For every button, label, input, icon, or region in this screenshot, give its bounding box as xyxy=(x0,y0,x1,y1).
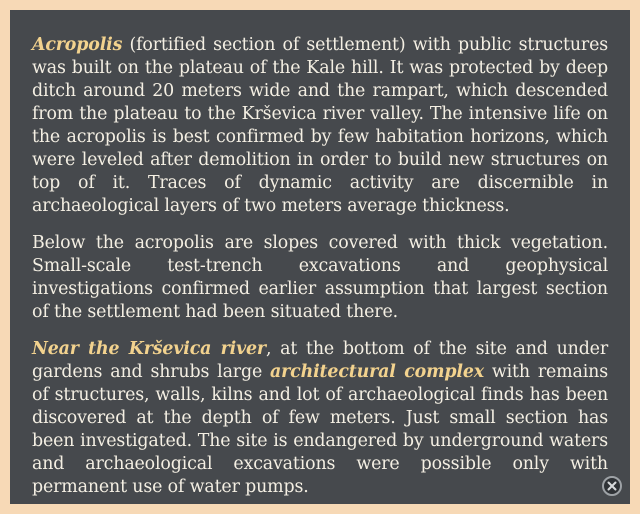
paragraph-text: , at the bottom of the site and under gardens and shrubs large xyxy=(32,339,608,382)
term-acropolis: Acropolis xyxy=(32,35,123,55)
term-near-river: Near the Krševica river xyxy=(32,339,266,359)
info-panel xyxy=(10,10,630,504)
paragraph-slopes xyxy=(32,232,608,324)
paragraph-text: Below the acropolis are slopes covered with thick vegetation. Small-scale test-trench excavations and geophysical investigations confirmed earlier assumption that largest section of the settlement had been situated there. xyxy=(32,233,608,322)
paragraph-river xyxy=(32,338,608,499)
close-button[interactable] xyxy=(602,476,622,496)
close-icon xyxy=(604,478,620,494)
term-architectural-complex: architectural complex xyxy=(270,362,484,382)
paragraph-text: (fortified section of settlement) with public structures was built on the plateau of the Kale hill. It was protected by deep ditch around 20 meters wide and the rampart, which descended from the plateau to the Krševica river valley. The intensive life on the acropolis is best confirmed by few habitation horizons, which were leveled after demolition in order to build new structures on top of it. Traces of dynamic activity are discernible in archaeological layers of two meters average thickness. xyxy=(32,35,608,216)
paragraph-acropolis xyxy=(32,34,608,218)
paragraph-text: with remains of structures, walls, kilns and lot of archaeological finds has been discovered at the depth of few meters. Just small section has been investigated. The site is endangered by underground waters and archaeological excavations were possible only with permanent use of water pumps. xyxy=(32,362,608,497)
